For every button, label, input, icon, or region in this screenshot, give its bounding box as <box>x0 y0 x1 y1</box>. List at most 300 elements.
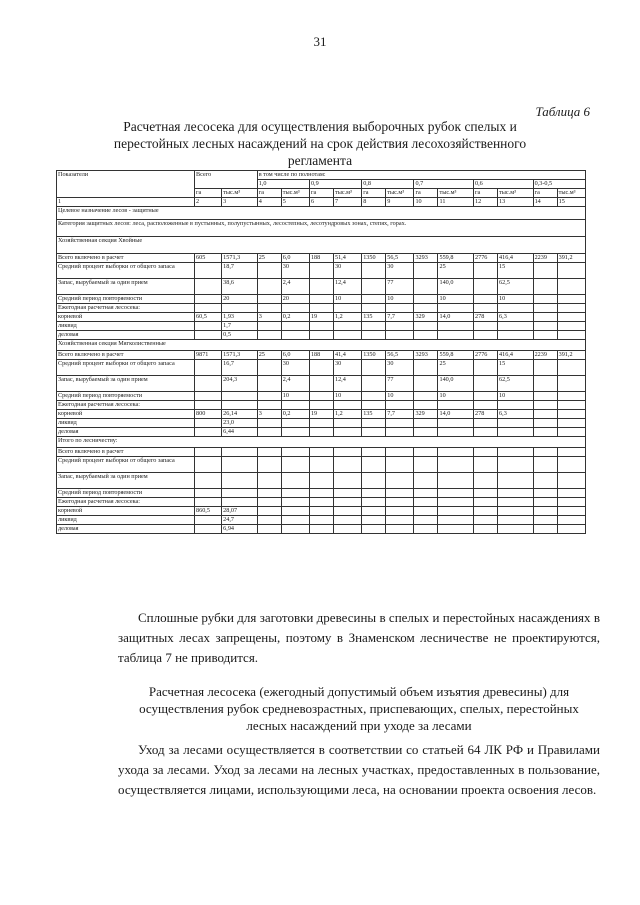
value-cell <box>414 392 438 401</box>
value-cell <box>309 498 333 507</box>
value-cell <box>309 360 333 376</box>
value-cell <box>438 419 474 428</box>
value-cell <box>195 457 222 473</box>
category-row <box>57 220 586 237</box>
value-cell <box>195 304 222 313</box>
value-cell <box>281 331 309 340</box>
column-number: 15 <box>557 198 585 207</box>
value-cell <box>195 489 222 498</box>
value-cell <box>533 392 557 401</box>
value-cell: 6,44 <box>222 428 258 437</box>
value-cell <box>414 331 438 340</box>
value-cell <box>386 457 414 473</box>
value-cell: 14,0 <box>438 410 474 419</box>
value-cell: 2776 <box>474 254 498 263</box>
value-cell <box>362 428 386 437</box>
value-cell <box>438 489 474 498</box>
value-cell <box>438 322 474 331</box>
value-cell <box>533 360 557 376</box>
value-cell: 3293 <box>414 254 438 263</box>
table-row <box>57 304 586 313</box>
value-cell <box>195 498 222 507</box>
value-cell: 0,5 <box>222 331 258 340</box>
table-row <box>57 376 586 392</box>
value-cell: 9871 <box>195 351 222 360</box>
column-numbers-row <box>57 198 586 207</box>
value-cell <box>309 489 333 498</box>
value-cell: 559,8 <box>438 351 474 360</box>
header-density: 1,0 <box>257 180 309 189</box>
value-cell <box>222 489 258 498</box>
section-header-row <box>57 437 586 448</box>
value-cell: 3 <box>257 313 281 322</box>
value-cell: 10 <box>498 295 534 304</box>
table-row <box>57 525 586 534</box>
column-number: 13 <box>498 198 534 207</box>
section-heading-thinning: Расчетная лесосека (ежегодный допустимый объем изъятия древесины) для осуществления рубок средневозрастных, приспевающих, спелых, перестойных лесных насаждений при уходе за лесами <box>139 684 579 733</box>
table-title: Расчетная лесосека для осуществления выборочных рубок спелых и перестойных лесных насаждений на срок действия лесохозяйственного регламента <box>113 119 527 168</box>
value-cell: 559,8 <box>438 254 474 263</box>
row-label: Запас, вырубаемый за один прием <box>57 376 195 392</box>
value-cell <box>438 401 474 410</box>
value-cell: 28,07 <box>222 507 258 516</box>
value-cell <box>414 516 438 525</box>
value-cell <box>474 516 498 525</box>
value-cell <box>222 392 258 401</box>
value-cell <box>257 525 281 534</box>
value-cell <box>533 419 557 428</box>
value-cell <box>309 448 333 457</box>
column-number: 8 <box>362 198 386 207</box>
value-cell <box>257 489 281 498</box>
table-row <box>57 489 586 498</box>
value-cell <box>281 322 309 331</box>
value-cell <box>533 401 557 410</box>
table-row <box>57 263 586 279</box>
value-cell <box>309 428 333 437</box>
value-cell: 7,7 <box>386 410 414 419</box>
value-cell <box>557 331 585 340</box>
value-cell <box>333 322 361 331</box>
value-cell <box>257 419 281 428</box>
value-cell <box>533 489 557 498</box>
table-row <box>57 279 586 295</box>
value-cell <box>309 392 333 401</box>
value-cell <box>386 419 414 428</box>
value-cell: 1,7 <box>222 322 258 331</box>
table-row <box>57 254 586 263</box>
value-cell <box>257 428 281 437</box>
page-number: 31 <box>313 34 327 49</box>
value-cell <box>195 428 222 437</box>
value-cell: 41,4 <box>333 351 361 360</box>
value-cell <box>438 525 474 534</box>
header-density: 0,3-0,5 <box>533 180 585 189</box>
value-cell <box>414 401 438 410</box>
value-cell <box>362 525 386 534</box>
value-cell <box>281 498 309 507</box>
value-cell <box>362 457 386 473</box>
value-cell <box>195 360 222 376</box>
header-unit-ha: га <box>309 189 333 198</box>
table-label: Таблица 6 <box>535 104 590 119</box>
value-cell <box>195 448 222 457</box>
value-cell: 25 <box>257 254 281 263</box>
value-cell: 605 <box>195 254 222 263</box>
value-cell: 2,4 <box>281 279 309 295</box>
value-cell <box>362 401 386 410</box>
value-cell <box>557 498 585 507</box>
value-cell <box>309 331 333 340</box>
value-cell <box>309 419 333 428</box>
value-cell: 140,0 <box>438 279 474 295</box>
value-cell <box>333 498 361 507</box>
value-cell <box>281 525 309 534</box>
row-label: ликвид <box>57 419 195 428</box>
value-cell <box>257 498 281 507</box>
value-cell <box>333 401 361 410</box>
value-cell <box>557 392 585 401</box>
value-cell <box>195 392 222 401</box>
table-row <box>57 313 586 322</box>
value-cell: 25 <box>257 351 281 360</box>
value-cell <box>414 376 438 392</box>
column-number: 3 <box>222 198 258 207</box>
value-cell <box>533 279 557 295</box>
column-number: 12 <box>474 198 498 207</box>
value-cell: 10 <box>281 392 309 401</box>
value-cell: 12,4 <box>333 279 361 295</box>
value-cell <box>362 376 386 392</box>
row-label: Всего включено в расчет <box>57 351 195 360</box>
column-number: 9 <box>386 198 414 207</box>
value-cell <box>557 489 585 498</box>
header-unit-vol: тыс.м³ <box>498 189 534 198</box>
value-cell <box>309 304 333 313</box>
value-cell <box>257 304 281 313</box>
value-cell <box>557 525 585 534</box>
value-cell <box>414 304 438 313</box>
row-label: Средний период повторяемости <box>57 392 195 401</box>
value-cell: 25 <box>438 263 474 279</box>
value-cell <box>474 507 498 516</box>
value-cell: 1350 <box>362 351 386 360</box>
value-cell <box>362 360 386 376</box>
value-cell <box>474 473 498 489</box>
value-cell <box>386 507 414 516</box>
value-cell <box>195 401 222 410</box>
value-cell <box>438 473 474 489</box>
value-cell: 10 <box>333 392 361 401</box>
value-cell: 1,93 <box>222 313 258 322</box>
value-cell <box>362 448 386 457</box>
row-label: Запас, вырубаемый за один прием <box>57 473 195 489</box>
value-cell <box>533 304 557 313</box>
section-header: Хозяйственная секция Мягколиственные <box>57 340 586 351</box>
value-cell <box>257 322 281 331</box>
value-cell: 77 <box>386 279 414 295</box>
row-label: корневой <box>57 507 195 516</box>
value-cell <box>195 473 222 489</box>
value-cell <box>386 473 414 489</box>
table-row <box>57 507 586 516</box>
value-cell <box>281 489 309 498</box>
value-cell: 391,2 <box>557 351 585 360</box>
row-label: Ежегодная расчетная лесосека: <box>57 401 195 410</box>
table-row <box>57 410 586 419</box>
value-cell <box>498 489 534 498</box>
value-cell <box>309 525 333 534</box>
row-label: Ежегодная расчетная лесосека: <box>57 304 195 313</box>
category-cell: Категория защитных лесов: леса, расположенные в пустынных, полупустынных, лесостепных, лесотундровых зонах, степях, горах. <box>57 220 586 237</box>
value-cell <box>557 507 585 516</box>
value-cell <box>257 263 281 279</box>
value-cell <box>474 498 498 507</box>
section-header: Хозяйственная секция Хвойные <box>57 237 586 254</box>
value-cell <box>309 295 333 304</box>
value-cell <box>414 498 438 507</box>
value-cell <box>362 516 386 525</box>
value-cell: 10 <box>438 392 474 401</box>
value-cell <box>533 473 557 489</box>
value-cell <box>362 263 386 279</box>
value-cell <box>333 457 361 473</box>
value-cell: 2,4 <box>281 376 309 392</box>
value-cell <box>474 331 498 340</box>
header-unit-vol: тыс.м³ <box>222 189 258 198</box>
row-label: ликвид <box>57 516 195 525</box>
column-number: 4 <box>257 198 281 207</box>
value-cell <box>438 507 474 516</box>
section-header: Итого по лесничеству: <box>57 437 586 448</box>
value-cell <box>498 473 534 489</box>
value-cell <box>414 473 438 489</box>
value-cell <box>195 295 222 304</box>
value-cell <box>309 516 333 525</box>
value-cell <box>281 304 309 313</box>
row-label: Средний процент выборки от общего запаса <box>57 360 195 376</box>
value-cell: 10 <box>333 295 361 304</box>
value-cell <box>414 448 438 457</box>
value-cell <box>309 263 333 279</box>
value-cell <box>362 498 386 507</box>
value-cell <box>195 516 222 525</box>
row-label: корневой <box>57 410 195 419</box>
value-cell <box>557 360 585 376</box>
table-row <box>57 295 586 304</box>
paragraph-clear-cutting: Сплошные рубки для заготовки древесины в спелых и перестойных насаждениях в защитных лесах запрещены, поэтому в Знаменском лесничестве не проектируются, таблица 7 не приводится. <box>118 610 600 665</box>
table-row <box>57 516 586 525</box>
row-label: Средний процент выборки от общего запаса <box>57 263 195 279</box>
table-row <box>57 331 586 340</box>
header-total: Всего <box>195 171 258 189</box>
value-cell <box>257 360 281 376</box>
value-cell: 30 <box>333 360 361 376</box>
value-cell <box>438 448 474 457</box>
value-cell <box>474 322 498 331</box>
value-cell <box>222 401 258 410</box>
header-unit-vol: тыс.м³ <box>438 189 474 198</box>
value-cell <box>362 279 386 295</box>
value-cell: 1350 <box>362 254 386 263</box>
header-density: 0,6 <box>474 180 534 189</box>
value-cell: 14,0 <box>438 313 474 322</box>
value-cell <box>414 489 438 498</box>
value-cell <box>281 457 309 473</box>
value-cell: 60,5 <box>195 313 222 322</box>
value-cell <box>533 507 557 516</box>
value-cell: 30 <box>333 263 361 279</box>
value-cell <box>533 448 557 457</box>
table-row <box>57 498 586 507</box>
value-cell <box>557 263 585 279</box>
value-cell <box>257 279 281 295</box>
value-cell <box>557 313 585 322</box>
value-cell <box>195 525 222 534</box>
column-number: 2 <box>195 198 222 207</box>
header-unit-vol: тыс.м³ <box>557 189 585 198</box>
value-cell <box>474 448 498 457</box>
value-cell <box>414 525 438 534</box>
value-cell: 0,2 <box>281 313 309 322</box>
table-row <box>57 448 586 457</box>
value-cell <box>386 448 414 457</box>
value-cell <box>309 401 333 410</box>
value-cell: 38,6 <box>222 279 258 295</box>
value-cell <box>333 419 361 428</box>
value-cell <box>333 304 361 313</box>
value-cell <box>281 473 309 489</box>
value-cell: 1571,3 <box>222 254 258 263</box>
value-cell <box>474 392 498 401</box>
value-cell <box>257 457 281 473</box>
value-cell <box>333 428 361 437</box>
value-cell <box>414 295 438 304</box>
value-cell <box>414 263 438 279</box>
header-indicators: Показатели <box>57 171 195 198</box>
value-cell: 30 <box>386 263 414 279</box>
value-cell <box>557 401 585 410</box>
row-label: Ежегодная расчетная лесосека: <box>57 498 195 507</box>
value-cell <box>438 304 474 313</box>
value-cell <box>474 279 498 295</box>
value-cell <box>533 313 557 322</box>
value-cell: 2776 <box>474 351 498 360</box>
value-cell <box>362 507 386 516</box>
value-cell <box>557 457 585 473</box>
value-cell <box>533 331 557 340</box>
value-cell <box>438 516 474 525</box>
value-cell: 30 <box>281 263 309 279</box>
value-cell: 1571,3 <box>222 351 258 360</box>
value-cell: 188 <box>309 254 333 263</box>
value-cell: 6,0 <box>281 351 309 360</box>
header-unit-ha: га <box>362 189 386 198</box>
value-cell: 140,0 <box>438 376 474 392</box>
value-cell: 329 <box>414 313 438 322</box>
value-cell <box>438 498 474 507</box>
value-cell <box>474 428 498 437</box>
value-cell <box>414 428 438 437</box>
value-cell <box>474 360 498 376</box>
value-cell <box>309 473 333 489</box>
value-cell <box>557 516 585 525</box>
header-row <box>57 171 586 180</box>
value-cell <box>281 428 309 437</box>
value-cell: 10 <box>386 295 414 304</box>
table-row <box>57 428 586 437</box>
header-unit-ha: га <box>195 189 222 198</box>
header-unit-ha: га <box>533 189 557 198</box>
value-cell <box>414 322 438 331</box>
allowable-cut-table <box>56 170 586 534</box>
value-cell <box>557 473 585 489</box>
value-cell <box>498 525 534 534</box>
value-cell <box>281 516 309 525</box>
value-cell: 16,7 <box>222 360 258 376</box>
value-cell <box>557 448 585 457</box>
value-cell <box>333 473 361 489</box>
header-unit-vol: тыс.м³ <box>386 189 414 198</box>
value-cell <box>533 322 557 331</box>
value-cell: 2239 <box>533 351 557 360</box>
value-cell <box>222 304 258 313</box>
column-number: 5 <box>281 198 309 207</box>
value-cell <box>533 516 557 525</box>
value-cell <box>414 457 438 473</box>
value-cell <box>533 410 557 419</box>
column-number: 6 <box>309 198 333 207</box>
row-label: деловая <box>57 525 195 534</box>
value-cell <box>257 516 281 525</box>
value-cell: 0,2 <box>281 410 309 419</box>
row-label: Средний период повторяемости <box>57 295 195 304</box>
value-cell <box>362 295 386 304</box>
column-number: 11 <box>438 198 474 207</box>
value-cell <box>498 457 534 473</box>
value-cell: 860,5 <box>195 507 222 516</box>
value-cell: 6,3 <box>498 313 534 322</box>
row-label: Всего включено в расчет <box>57 254 195 263</box>
value-cell: 391,2 <box>557 254 585 263</box>
value-cell: 188 <box>309 351 333 360</box>
value-cell: 7,7 <box>386 313 414 322</box>
value-cell <box>195 322 222 331</box>
value-cell <box>333 525 361 534</box>
header-unit-vol: тыс.м³ <box>281 189 309 198</box>
value-cell <box>281 401 309 410</box>
value-cell <box>498 428 534 437</box>
value-cell: 800 <box>195 410 222 419</box>
value-cell <box>195 279 222 295</box>
value-cell <box>386 489 414 498</box>
value-cell: 19 <box>309 410 333 419</box>
value-cell <box>309 376 333 392</box>
value-cell: 15 <box>498 263 534 279</box>
value-cell: 6,0 <box>281 254 309 263</box>
value-cell <box>474 489 498 498</box>
value-cell <box>362 473 386 489</box>
value-cell <box>557 304 585 313</box>
value-cell: 51,4 <box>333 254 361 263</box>
row-label: Всего включено в расчет <box>57 448 195 457</box>
row-label: Средний процент выборки от общего запаса <box>57 457 195 473</box>
purpose-row <box>57 207 586 220</box>
value-cell <box>362 489 386 498</box>
value-cell <box>362 392 386 401</box>
value-cell <box>498 419 534 428</box>
value-cell <box>257 295 281 304</box>
